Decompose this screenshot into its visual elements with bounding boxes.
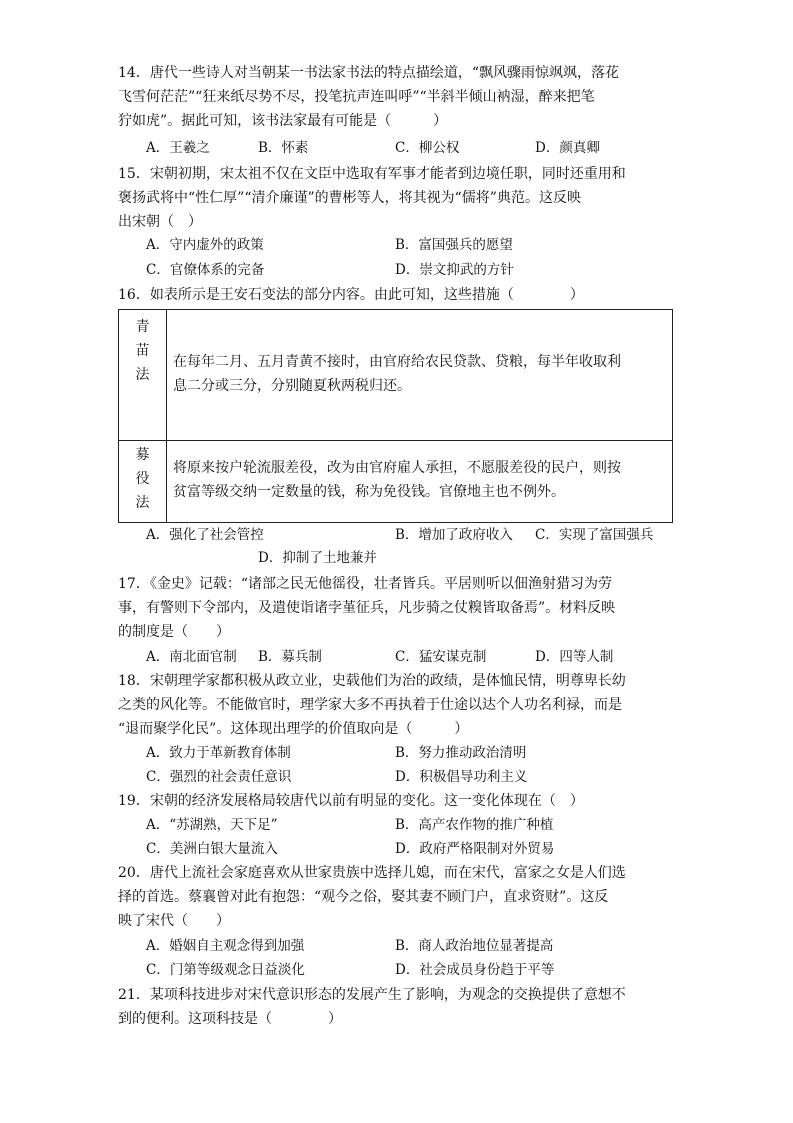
q14-stem-line-3: 狞如虎”。据此可知，该书法家最有可能是（ ）	[118, 113, 448, 129]
q21-stem-line-1: 21．某项科技进步对宋代意识形态的发展产生了影响，为观念的交换提供了意想不	[118, 987, 626, 1003]
q16-option-b: B．增加了政府收入	[395, 527, 513, 543]
q15-option-b: B．富国强兵的愿望	[395, 237, 513, 253]
q19-option-a: A．“苏湖熟，天下足”	[146, 817, 278, 833]
q14-stem-line-2: 飞雪何茫茫”“狂来纸尽势不尽，投笔抗声连叫呼”“半斜半倾山衲湿，醉来把笔	[118, 89, 595, 105]
table-row-1-desc-line-1: 在每年二月、五月青黄不接时，由官府给农民贷款、贷粮，每半年收取利	[173, 354, 621, 370]
q16-option-d: D．抑制了土地兼并	[258, 550, 377, 566]
q19-option-c: C．美洲白银大量流入	[146, 841, 278, 857]
q14-option-a: A．王羲之	[146, 140, 210, 156]
q15-stem-line-1: 15．宋朝初期，宋太祖不仅在文臣中选取有军事才能者到边境任职，同时还重用和	[118, 166, 626, 182]
table-row-2-name-char-1: 募	[135, 447, 150, 463]
q20-stem-line-1: 20．唐代上流社会家庭喜欢从世家贵族中选择儿媳，而在宋代，富家之女是人们选	[118, 865, 626, 881]
q17-stem-line-3: 的制度是（ ）	[118, 624, 230, 640]
q14-option-d: D．颜真卿	[535, 140, 600, 156]
q18-option-d: D．积极倡导功利主义	[395, 769, 528, 785]
table-row-1-name-char-1: 青	[135, 319, 150, 335]
q15-option-c: C．官僚体系的完备	[146, 262, 265, 278]
table-column-divider	[166, 310, 167, 522]
q21-stem-line-2: 到的便利。这项科技是（ ）	[118, 1011, 342, 1027]
q17-stem-line-2: 事，有警则下令部内，及遣使诣诸孛堇征兵，凡步骑之仗糗皆取备焉”。材料反映	[118, 600, 616, 616]
q17-option-b: B．募兵制	[258, 649, 322, 665]
q14-option-c: C．柳公权	[395, 140, 460, 156]
q15-option-d: D．崇文抑武的方针	[395, 262, 514, 278]
q15-stem-line-2: 褒扬武将中“性仁厚”“清介廉谨”的曹彬等人，将其视为“儒将”典范。这反映	[118, 190, 581, 206]
table-row-1-name-char-2: 苗	[135, 343, 150, 359]
q17-stem-line-1: 17．《金史》记载：“诸部之民无他徭役，壮者皆兵。平居则听以佃渔射猎习为劳	[118, 576, 612, 592]
q19-stem: 19．宋朝的经济发展格局较唐代以前有明显的变化。这一变化体现在（ ）	[118, 793, 584, 809]
q14-stem-line-1: 14．唐代一些诗人对当朝某一书法家书法的特点描绘道，“飘风骤雨惊飒飒，落花	[118, 65, 619, 81]
q20-option-b: B．商人政治地位显著提高	[395, 938, 554, 954]
q16-stem: 16．如表所示是王安石变法的部分内容。由此可知，这些措施（ ）	[118, 287, 584, 303]
q17-option-d: D．四等人制	[535, 649, 614, 665]
q20-stem-line-3: 映了宋代（ ）	[118, 913, 230, 929]
table-row-2-desc-line-2: 贫富等级交纳一定数量的钱，称为免役钱。官僚地主也不例外。	[173, 484, 565, 500]
table-row-2-desc-line-1: 将原来按户轮流服差役，改为由官府雇人承担，不愿服差役的民户，则按	[173, 460, 621, 476]
q18-stem-line-1: 18．宋朝理学家都积极从政立业，史载他们为治的政绩，是体恤民情，明尊卑长幼	[118, 673, 626, 689]
q20-option-d: D．社会成员身份趋于平等	[395, 962, 555, 978]
q20-option-a: A．婚姻自主观念得到加强	[146, 938, 305, 954]
q16-option-c: C．实现了富国强兵	[535, 527, 654, 543]
q15-option-a: A．守内虚外的政策	[146, 237, 264, 253]
q18-stem-line-2: 之类的风化等。不能做官时，理学家大多不再执着于仕途以达个人功名利禄，而是	[118, 697, 622, 713]
q20-option-c: C．门第等级观念日益淡化	[146, 962, 305, 978]
q17-option-c: C．猛安谋克制	[395, 649, 487, 665]
q18-option-b: B．努力推动政治清明	[395, 745, 527, 761]
q18-stem-line-3: “退而聚学化民”。这体现出理学的价值取向是（ ）	[118, 721, 469, 737]
q16-option-a: A．强化了社会管控	[146, 527, 264, 543]
table-row-1-desc-line-2: 息二分或三分，分别随夏秋两税归还。	[173, 378, 411, 394]
q19-option-d: D．政府严格限制对外贸易	[395, 841, 555, 857]
q18-option-a: A．致力于革新教育体制	[146, 745, 291, 761]
q14-option-b: B．怀素	[258, 140, 309, 156]
table-row-2-name-char-3: 法	[135, 495, 150, 511]
table-row-1-name-char-3: 法	[135, 367, 150, 383]
q19-option-b: B．高产农作物的推广种植	[395, 817, 554, 833]
q18-option-c: C．强烈的社会责任意识	[146, 769, 292, 785]
reform-table	[118, 309, 673, 523]
q15-stem-line-3: 出宋朝（ ）	[118, 214, 202, 230]
q17-option-a: A．南北面官制	[146, 649, 237, 665]
table-row-2-name-char-2: 役	[135, 471, 150, 487]
q20-stem-line-2: 择的首选。蔡襄曾对此有抱怨：“观今之俗，娶其妻不顾门户，直求资财”。这反	[118, 889, 609, 905]
table-row-divider	[119, 440, 672, 441]
